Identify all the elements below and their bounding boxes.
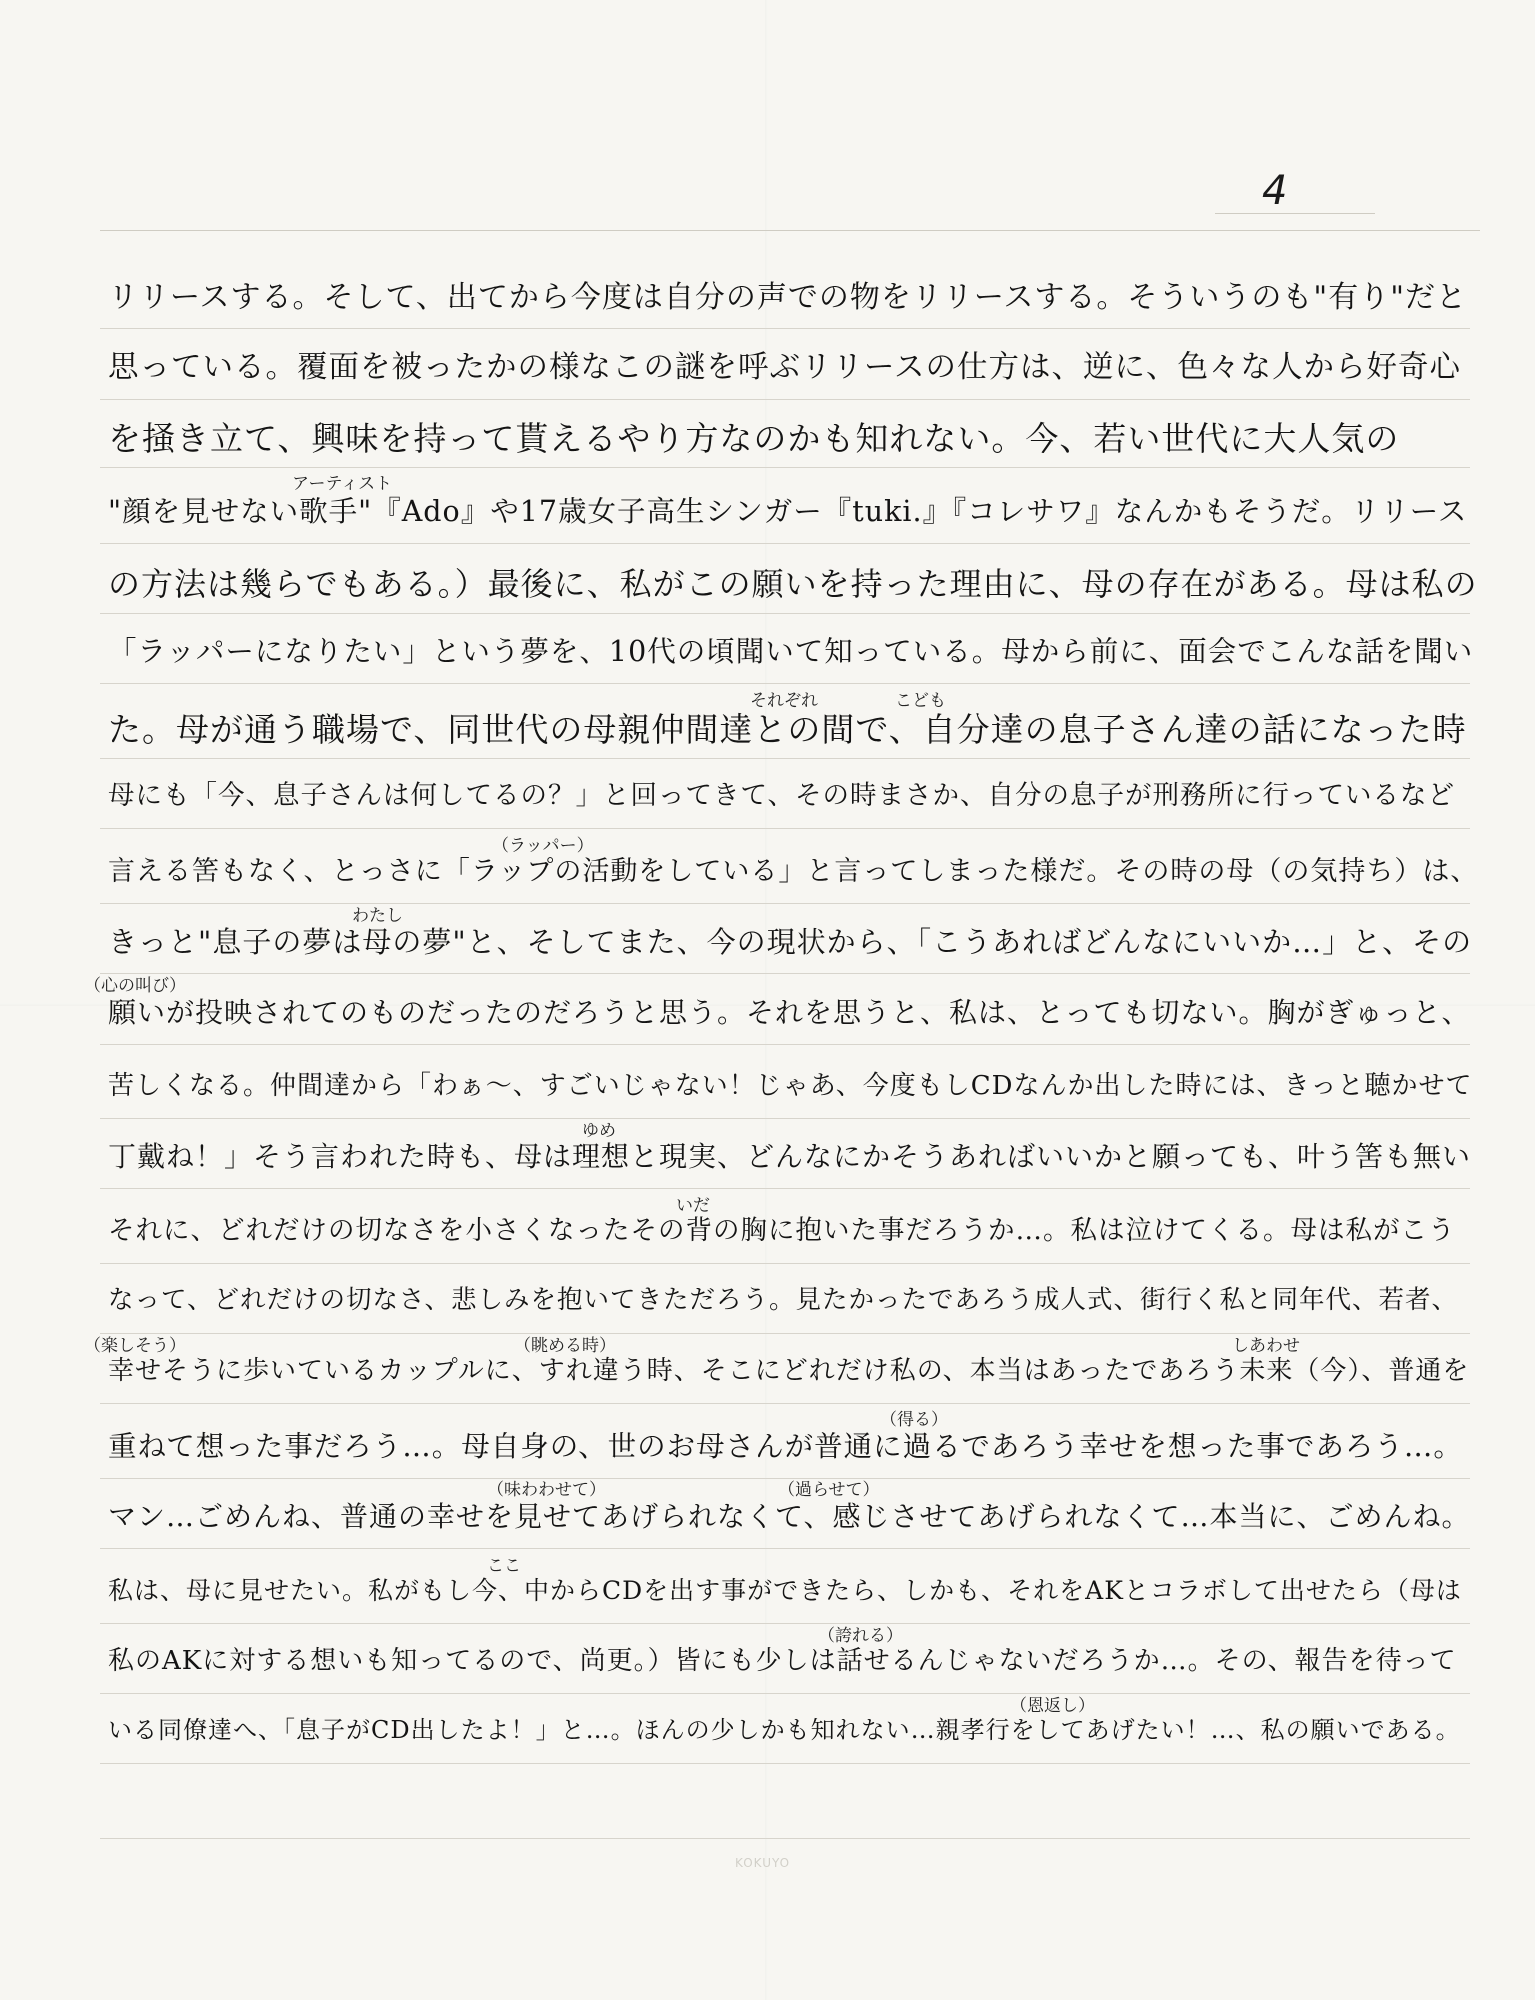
annotation: しあわせ <box>1232 1336 1300 1356</box>
annotation: いだ <box>676 1196 710 1216</box>
text-line: 幸せそうに歩いているカップルに、すれ違う時、そこにどれだけ私の、本当はあったであろう未来（今）、普通を <box>108 1356 1470 1386</box>
text-line: 母にも「今、息子さんは何してるの？」と回ってきて、その時まさか、自分の息子が刑務所に行っているなど <box>108 780 1455 811</box>
ruled-line <box>100 328 1470 329</box>
annotation: それぞれ <box>750 691 818 711</box>
text-line: きっと"息子の夢は母の夢"と、そしてまた、今の現状から、「こうあればどんなにいいか…」と、その <box>108 925 1473 959</box>
annotation: （ラッパー） <box>492 836 594 856</box>
text-line: "顔を見せない歌手"『Ado』や17歳女子高生シンガー『tuki.』『コレサワ』なんかもそうだ。リリース <box>108 495 1468 528</box>
annotation: （恩返し） <box>1010 1696 1095 1716</box>
text-line: の方法は幾らでもある。）最後に、私がこの願いを持った理由に、母の存在がある。母は私の <box>108 565 1478 603</box>
annotation: （楽しそう） <box>84 1336 186 1356</box>
text-line: 言える筈もなく、とっさに「ラップの活動をしている」と言ってしまった様だ。その時の母（の気持ち）は、 <box>108 856 1479 887</box>
ruled-line <box>100 1188 1470 1189</box>
text-line: 丁戴ね！」そう言われた時も、母は理想と現実、どんなにかそうあればいいかと願っても、叶う筈も無い <box>108 1140 1472 1173</box>
text-line: 思っている。覆面を被ったかの様なこの謎を呼ぶリリースの仕方は、逆に、色々な人から好奇心 <box>108 350 1461 385</box>
ruled-line <box>100 1838 1470 1839</box>
annotation: （眺める時） <box>514 1336 616 1356</box>
ruled-line <box>100 1693 1470 1694</box>
text-line: 「ラッパーになりたい」という夢を、10代の頃聞いて知っている。母から前に、面会でこんな話を聞い <box>108 635 1474 668</box>
page-number: 4 <box>1262 168 1288 214</box>
annotation: （誇れる） <box>818 1626 903 1646</box>
annotation: ここ <box>487 1556 521 1576</box>
ruled-line <box>100 1623 1470 1624</box>
text-line: 私のAKに対する想いも知ってるので、尚更。）皆にも少しは話せるんじゃないだろうか…。その、報告を待って <box>108 1646 1457 1676</box>
ruled-line <box>100 1478 1470 1479</box>
text-line: いる同僚達へ、「息子がCD出したよ！」と…。ほんの少しかも知れない…親孝行をしてあげたい！…、私の願いである。 <box>108 1716 1461 1744</box>
ruled-line <box>100 758 1470 759</box>
ruled-line <box>100 973 1470 974</box>
text-line: た。母が通う職場で、同世代の母親仲間達との間で、自分達の息子さん達の話になった時 <box>108 710 1467 749</box>
ruled-line <box>100 543 1470 544</box>
text-line: 重ねて想った事だろう…。母自身の、世のお母さんが普通に過るであろう幸せを想った事であろう…。 <box>108 1430 1463 1463</box>
text-line: 私は、母に見せたい。私がもし今、中からCDを出す事ができたら、しかも、それをAKとコラボして出せたら（母は <box>108 1576 1462 1605</box>
ruled-line <box>100 399 1470 400</box>
annotation: （過らせて） <box>778 1480 880 1500</box>
page-number-rule <box>1215 213 1375 214</box>
annotation: （得る） <box>880 1410 948 1430</box>
annotation: こども <box>895 691 946 711</box>
annotation: （心の叫び） <box>84 976 186 996</box>
ruled-line <box>100 1403 1470 1404</box>
annotation: わたし <box>352 906 403 926</box>
ruled-line <box>100 467 1470 468</box>
paper-brand-mark: KOKUYO <box>735 1856 791 1870</box>
ruled-line <box>100 903 1470 904</box>
annotation: アーティスト <box>292 474 393 494</box>
text-line: を掻き立て、興味を持って貰えるやり方なのかも知れない。今、若い世代に大人気の <box>108 419 1400 458</box>
text-line: リリースする。そして、出てから今度は自分の声での物をリリースする。そういうのも"有り"だと <box>108 280 1467 315</box>
text-line: それに、どれだけの切なさを小さくなったその背の胸に抱いた事だろうか…。私は泣けてくる。母は私がこう <box>108 1215 1456 1246</box>
ruled-line <box>100 1044 1470 1045</box>
ruled-line <box>100 828 1470 829</box>
ruled-line <box>100 1263 1470 1264</box>
annotation: ゆめ <box>582 1121 616 1141</box>
ruled-line <box>100 1333 1470 1334</box>
ruled-line <box>100 1763 1470 1764</box>
text-line: なって、どれだけの切なさ、悲しみを抱いてきただろう。見たかったであろう成人式、街行く私と同年代、若者、 <box>108 1285 1458 1315</box>
annotation: （味わわせて） <box>487 1480 606 1500</box>
ruled-line <box>100 1118 1470 1119</box>
ruled-line <box>100 613 1470 614</box>
text-line: 苦しくなる。仲間達から「わぁ〜、すごいじゃない！じゃあ、今度もしCDなんか出した時には、きっと聴かせて <box>108 1071 1473 1101</box>
text-line: マン…ごめんね、普通の幸せを見せてあげられなくて、感じさせてあげられなくて…本当に、ごめんね。 <box>108 1500 1471 1533</box>
header-rule <box>100 230 1480 231</box>
ruled-line <box>100 1548 1470 1549</box>
ruled-line <box>100 683 1470 684</box>
text-line: 願いが投映されてのものだったのだろうと思う。それを思うと、私は、とっても切ない。胸がぎゅっと、 <box>108 996 1471 1029</box>
